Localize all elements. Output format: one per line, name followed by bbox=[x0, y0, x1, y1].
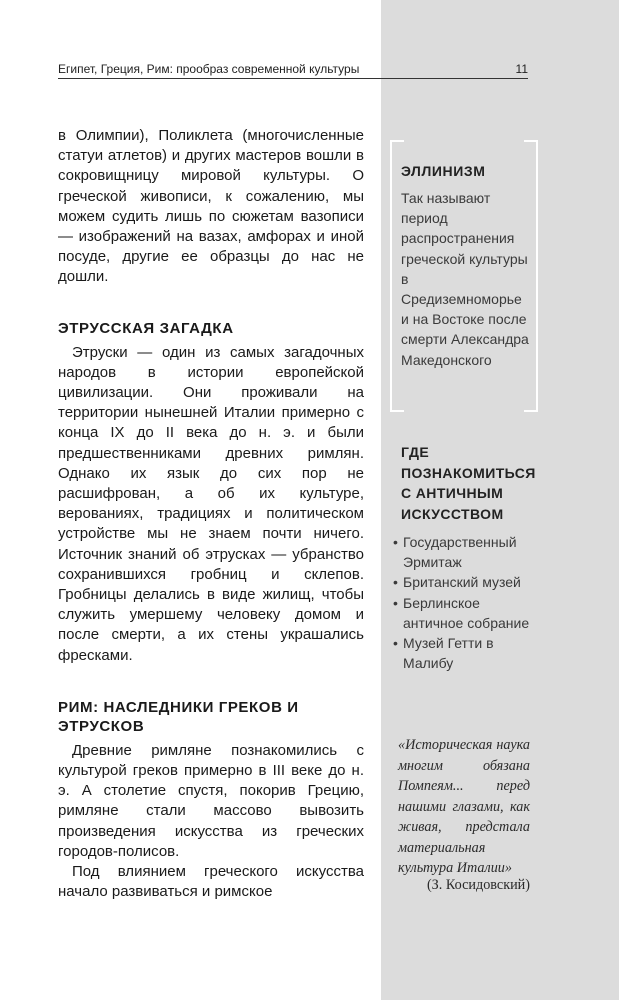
where-to-see-title: ГДЕ ПОЗНАКОМИТЬСЯ С АНТИЧНЫМ ИСКУССТВОМ bbox=[401, 444, 536, 522]
heading-etruscan-riddle: ЭТРУССКАЯ ЗАГАДКА bbox=[58, 319, 234, 337]
page-number: 11 bbox=[515, 62, 528, 76]
paragraph-romans-greeks: Древние римляне познакомились с культурой греков примерно в III веке до н. э. А столетие спустя, покорив Грецию, римляне стали массово вывозить произведения искусства из греческих городов-полисов. bbox=[58, 741, 364, 860]
list-item: • Берлинское античное собрание bbox=[393, 594, 530, 631]
quote-author: (З. Косидовский) bbox=[426, 877, 530, 893]
paragraph-etruscans: Этруски — один из самых загадочных народов в истории европейской цивилизации. Они проживали на территории нынешней Италии примерно с конца IX до II века до н. э. и были предшественниками древних римлян. Однако их язык до сих пор не расшифрован, а об их культуре, верованиях, традициях и политическом устройстве мы не знаем почти ничего. Источник знаний об этрусках — убранство сохранившихся гробниц и склепов. Гробницы делались в виде жилищ, чтобы служить умершему человеку домом и после смерти, а их стены украшались фресками. bbox=[58, 343, 364, 664]
bullet-icon: • bbox=[393, 534, 398, 550]
bullet-icon: • bbox=[393, 594, 398, 611]
hellenism-definition: Так называют период распространения греческой культуры в Средиземноморье и на Востоке после смерти Александра Македонского bbox=[401, 190, 529, 368]
bullet-icon: • bbox=[393, 635, 398, 652]
running-title: Египет, Греция, Рим: прообраз современной культуры bbox=[58, 62, 360, 76]
running-header bbox=[58, 62, 528, 78]
list-item: • Британский музей bbox=[393, 572, 538, 592]
pompeii-quote: «Историческая наука многим обязана Помпеям... перед нашими глазами, как живая, предстала материальная культура Италии» bbox=[398, 737, 530, 876]
list-item: • Государственный Эрмитаж bbox=[393, 534, 517, 571]
list-item: • Музей Гетти в Малибу bbox=[393, 635, 494, 672]
main-column bbox=[58, 126, 364, 903]
heading-rome-heirs: РИМ: НАСЛЕДНИКИ ГРЕКОВ И ЭТРУСКОВ bbox=[58, 698, 299, 735]
header-rule bbox=[58, 78, 528, 79]
paragraph-roman-art: Под влиянием греческого искусства начало развиваться и римское bbox=[58, 863, 364, 901]
bullet-icon: • bbox=[393, 574, 398, 591]
museum-list bbox=[393, 532, 538, 673]
paragraph-olympia: в Олимпии), Поликлета (многочисленные статуи атлетов) и других мастеров вошли в сокровищницу мировой культуры. О греческой живописи, к сожалению, мы можем судить лишь по сюжетам вазописи — изображений на вазах, амфорах и иной посуде, другие ее образцы до нас не дошли. bbox=[58, 127, 364, 286]
hellenism-title: ЭЛЛИНИЗМ bbox=[401, 163, 486, 179]
